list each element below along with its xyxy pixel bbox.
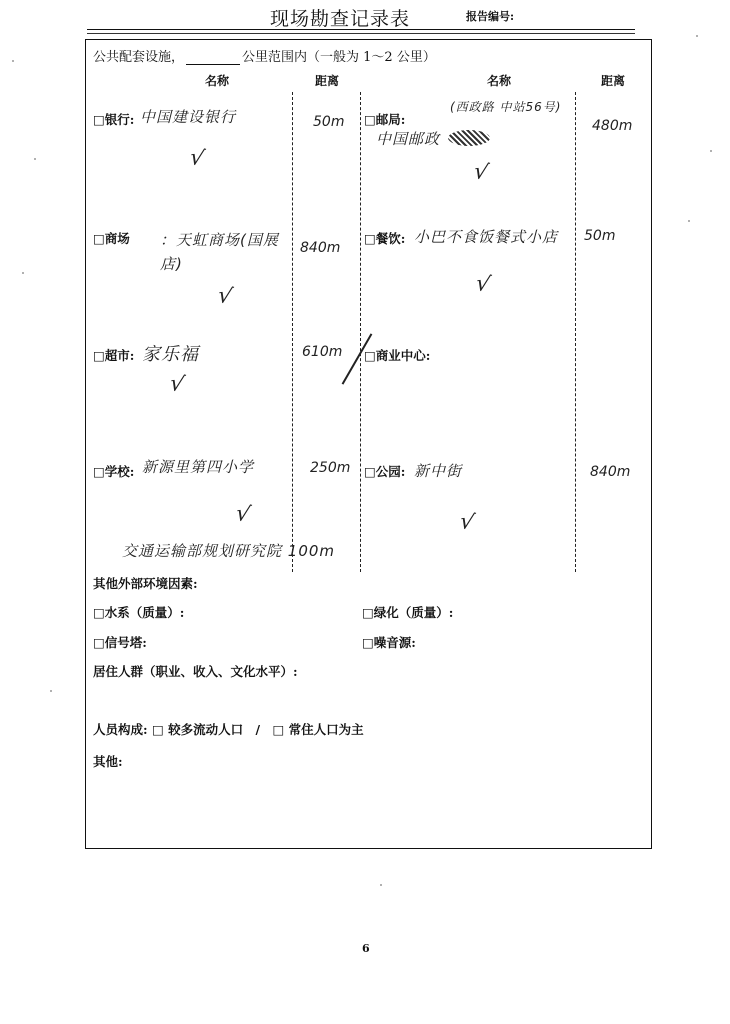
col-name-right: 名称 — [487, 74, 512, 88]
green-field[interactable]: □绿化（质量）: — [362, 605, 454, 620]
bank-name: 中国建设银行 — [140, 108, 237, 126]
park-check-mark: √ — [457, 508, 477, 537]
post-office-label[interactable]: □邮局: — [364, 112, 406, 127]
scan-speck — [22, 272, 24, 274]
right-distance-divider — [575, 92, 576, 572]
page-number: 6 — [362, 942, 370, 955]
school-distance: 250m — [310, 460, 351, 476]
school-check-mark: √ — [233, 500, 253, 529]
composition-label: 人员构成: — [93, 722, 148, 737]
scan-speck — [688, 220, 690, 222]
col-distance-right: 距离 — [601, 74, 626, 88]
mall-distance: 840m — [300, 240, 341, 256]
dining-label[interactable]: □餐饮: — [364, 231, 406, 246]
scan-speck — [50, 690, 52, 692]
page-title: 现场勘查记录表 — [270, 8, 411, 30]
col-distance-left: 距离 — [315, 74, 340, 88]
other-field[interactable]: 其他: — [93, 754, 123, 769]
report-number-label: 报告编号: — [466, 10, 515, 23]
resident-population-option[interactable]: □ 常住人口为主 — [272, 722, 364, 737]
post-office-name: 中国邮政 — [376, 130, 441, 148]
supermarket-check-mark: √ — [167, 370, 187, 399]
scan-speck — [380, 884, 382, 886]
dining-name: 小巴不食饭餐式小店 — [414, 228, 559, 246]
composition-separator: / — [255, 722, 261, 737]
mall-check-mark: √ — [215, 282, 235, 311]
header-rule-thin — [87, 33, 635, 34]
center-divider — [360, 92, 361, 572]
commercial-center-label[interactable]: □商业中心: — [364, 348, 431, 363]
park-distance: 840m — [590, 464, 631, 480]
scan-speck — [696, 35, 698, 37]
supermarket-name: 家乐福 — [142, 344, 199, 365]
scan-speck — [12, 60, 14, 62]
park-label[interactable]: □公园: — [364, 464, 406, 479]
header-rule — [87, 29, 635, 30]
scribble-mark — [448, 130, 490, 146]
mall-name: ：天虹商场(国展店) — [160, 231, 279, 273]
floating-population-option[interactable]: □ 较多流动人口 — [151, 722, 244, 737]
facilities-intro-suffix: 公里范围内（一般为 1～2 公里） — [242, 50, 436, 65]
facilities-intro-prefix: 公共配套设施， — [93, 50, 185, 65]
residents-field[interactable]: 居住人群（职业、收入、文化水平）: — [93, 664, 298, 679]
bank-check-mark: √ — [187, 144, 207, 173]
bank-distance: 50m — [313, 114, 345, 130]
school-label[interactable]: □学校: — [93, 464, 135, 479]
radius-blank[interactable] — [186, 51, 240, 65]
water-field[interactable]: □水系（质量）: — [93, 605, 185, 620]
scan-speck — [710, 150, 712, 152]
park-name: 新中街 — [414, 462, 463, 480]
col-name-left: 名称 — [205, 74, 230, 88]
supermarket-label[interactable]: □超市: — [93, 348, 135, 363]
post-office-distance: 480m — [592, 118, 633, 134]
dining-check-mark: √ — [473, 270, 493, 299]
environment-title: 其他外部环境因素: — [93, 576, 198, 591]
composition-row — [93, 720, 364, 738]
mall-label[interactable]: □商场 — [93, 231, 130, 246]
bank-label[interactable]: □银行: — [93, 112, 135, 127]
noise-source-field[interactable]: □噪音源: — [362, 635, 416, 650]
handwritten-note: 交通运输部规划研究院 100m — [122, 542, 336, 560]
supermarket-distance: 610m — [302, 344, 343, 360]
school-name: 新源里第四小学 — [142, 458, 255, 476]
facilities-intro — [93, 46, 436, 65]
post-office-check-mark: √ — [471, 158, 491, 187]
scan-speck — [34, 158, 36, 160]
post-office-address: (西政路 中站56号) — [450, 100, 562, 114]
left-distance-divider — [292, 92, 293, 572]
signal-tower-field[interactable]: □信号塔: — [93, 635, 147, 650]
dining-distance: 50m — [584, 228, 616, 244]
